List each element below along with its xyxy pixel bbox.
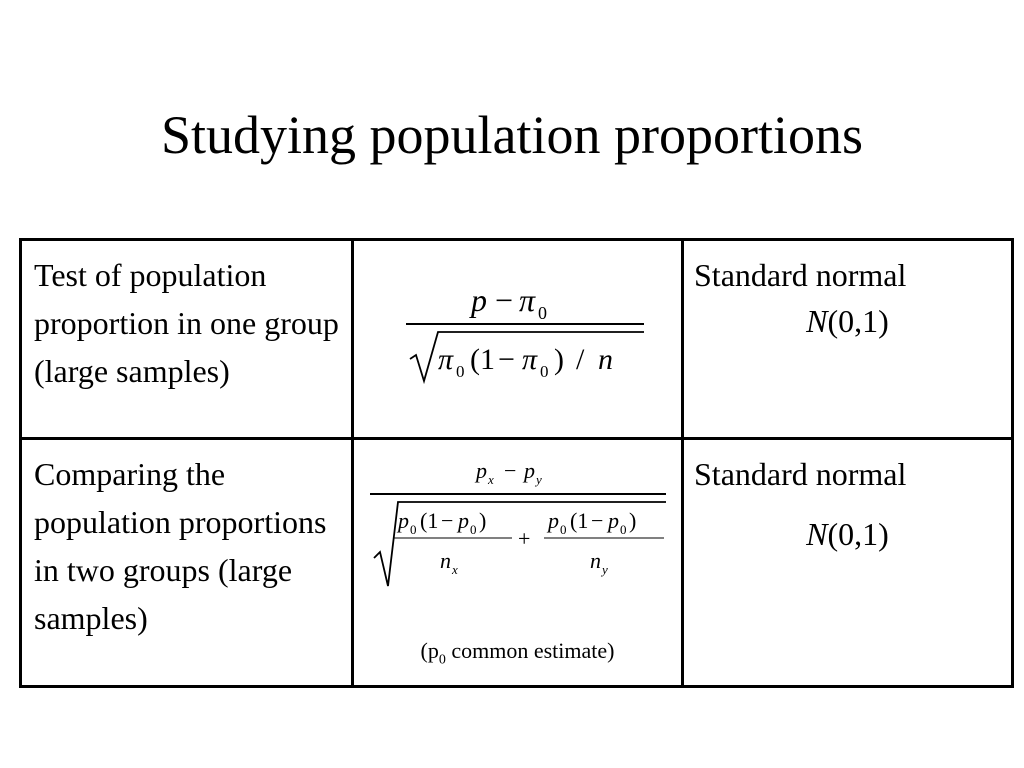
- svg-text:(1: (1: [470, 343, 495, 376]
- svg-text:p: p: [548, 508, 559, 533]
- svg-text:/: /: [576, 343, 585, 376]
- svg-text:p: p: [476, 458, 487, 483]
- svg-text:0: 0: [620, 522, 627, 537]
- svg-text:π: π: [522, 343, 538, 376]
- svg-text:−: −: [495, 282, 514, 318]
- svg-text:x: x: [452, 562, 458, 577]
- svg-text:): ): [479, 508, 487, 533]
- svg-text:): ): [554, 343, 564, 376]
- note-subscript: 0: [438, 652, 446, 668]
- distribution-cell: [683, 439, 1013, 687]
- svg-text:n: n: [598, 343, 613, 376]
- svg-text:0: 0: [456, 362, 465, 381]
- distribution-params: (0,1): [827, 303, 889, 339]
- slide-title: Studying population proportions: [161, 105, 863, 165]
- svg-text:(1: (1: [420, 508, 439, 533]
- note-prefix: (p: [420, 638, 439, 663]
- statistic-cell: [353, 240, 683, 439]
- svg-text:y: y: [602, 562, 608, 577]
- svg-text:π: π: [438, 343, 454, 376]
- svg-text:0: 0: [538, 303, 547, 323]
- svg-text:): ): [629, 508, 637, 533]
- svg-text:y: y: [536, 472, 542, 487]
- two-group-z-formula: [354, 440, 681, 620]
- svg-text:−: −: [504, 458, 517, 483]
- svg-text:−: −: [441, 508, 454, 533]
- distribution-symbol: N: [806, 516, 828, 552]
- description-cell: [21, 439, 353, 687]
- distribution-cell: [683, 240, 1013, 439]
- one-group-z-formula: [354, 241, 681, 437]
- svg-text:n: n: [440, 548, 451, 573]
- distribution-notation: [684, 516, 1011, 553]
- distribution-notation: [684, 303, 1011, 340]
- svg-text:−: −: [498, 343, 515, 376]
- svg-text:p: p: [398, 508, 409, 533]
- svg-text:p: p: [608, 508, 619, 533]
- distribution-params: (0,1): [827, 516, 889, 552]
- row-description: Test of population proportion in one group (large samples): [34, 257, 339, 389]
- distribution-label: Standard normal: [694, 456, 907, 492]
- table-row: [21, 240, 1013, 439]
- description-cell: [21, 240, 353, 439]
- statistic-cell: [353, 439, 683, 687]
- svg-text:+: +: [518, 526, 531, 551]
- distribution-symbol: N: [806, 303, 828, 339]
- svg-text:π: π: [519, 282, 536, 318]
- note-suffix: common estimate): [445, 638, 615, 663]
- svg-text:p: p: [458, 508, 469, 533]
- svg-text:−: −: [591, 508, 604, 533]
- common-estimate-note: [354, 638, 681, 668]
- row-description: Comparing the population proportions in two groups (large samples): [34, 456, 327, 636]
- svg-text:p: p: [471, 282, 487, 318]
- svg-text:n: n: [590, 548, 601, 573]
- svg-text:0: 0: [540, 362, 549, 381]
- svg-text:x: x: [488, 472, 494, 487]
- svg-text:0: 0: [410, 522, 417, 537]
- svg-text:0: 0: [470, 522, 477, 537]
- svg-text:0: 0: [560, 522, 567, 537]
- table-row: [21, 439, 1013, 687]
- distribution-label: Standard normal: [694, 257, 907, 293]
- proportions-table: [19, 238, 1014, 688]
- svg-text:p: p: [524, 458, 535, 483]
- svg-text:(1: (1: [570, 508, 589, 533]
